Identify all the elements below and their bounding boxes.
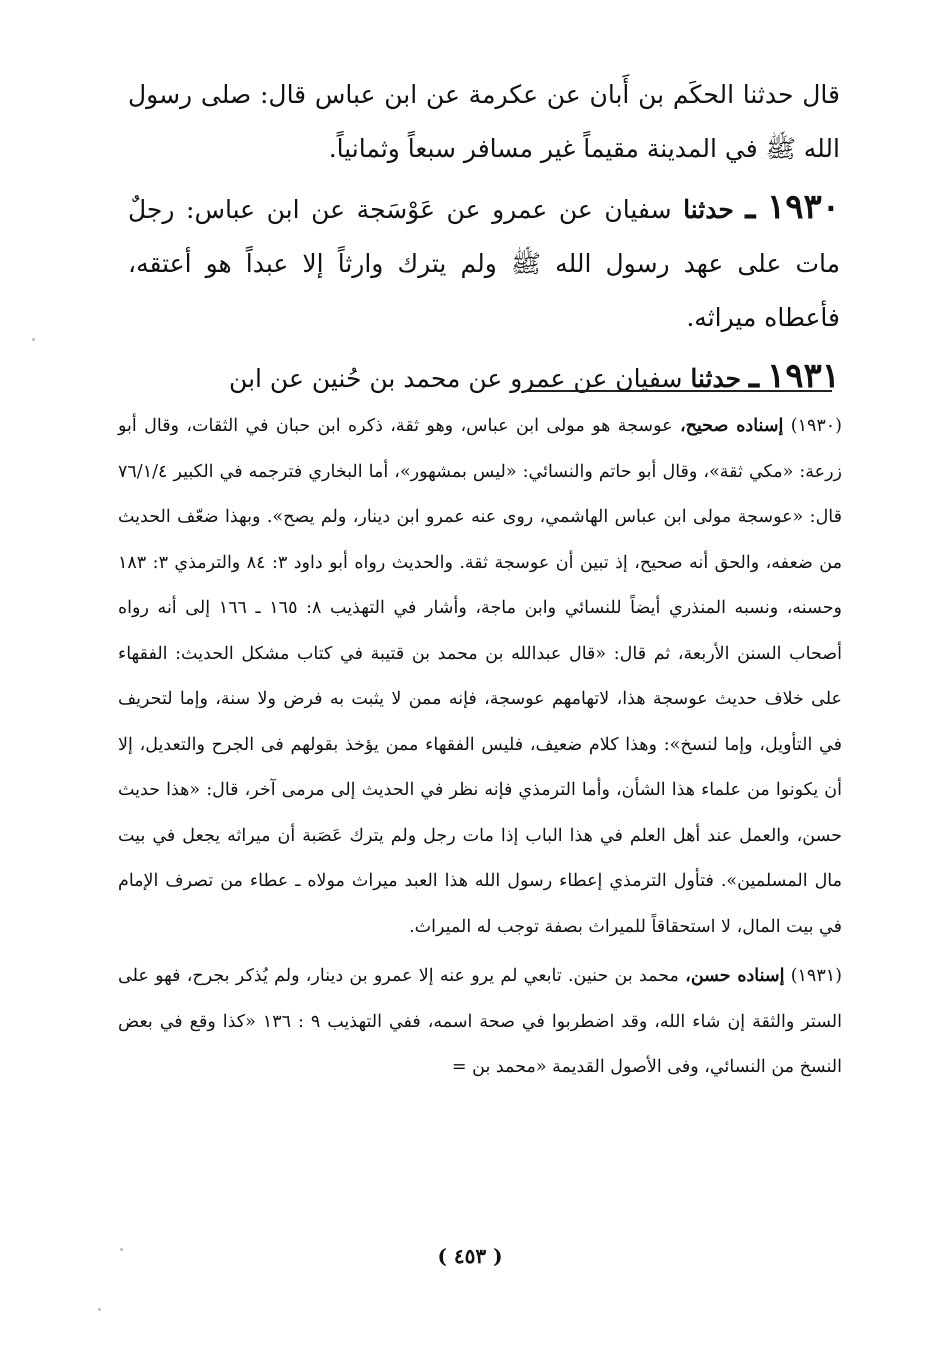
hadith-1931 <box>128 349 840 406</box>
main-text <box>128 68 840 406</box>
paragraph-continuation: قال حدثنا الحكَم بن أَبان عن عكرمة عن ابن عباس قال: صلى رسول الله ﷺ في المدينة مقيماً غير مسافر سبعاً وثمانياً. <box>128 80 840 163</box>
hadith-text: سفيان عن عمرو عن عَوْسَجة عن ابن عباس: رجلٌ مات على عهد رسول الله ﷺ ولم يترك وارثاً إلا عبداً هو أعتقه، فأعطاه ميراثه. <box>128 195 840 332</box>
page-number: ( ٤٥٣ ) <box>437 1244 503 1268</box>
footnote-text: عوسجة هو مولى ابن عباس، وهو ثقة، ذكره ابن حبان في الثقات، وقال أبو زرعة: «مكي ثقة»، وقال أبو حاتم والنسائي: «ليس بمشهور»، أما البخاري فترجمه في الكبير ٧٦/١/٤ قال: «عوسجة مولى ابن عباس الهاشمي، روى عنه عمرو ابن دينار، ولم يصح». وبهذا ضعّف الحديث من ضعفه، والحق أنه صحيح، إذ تبين أن عوسجة ثقة. والحديث رواه أبو داود ٣: ٨٤ والترمذي ٣: ١٨٣ وحسنه، ونسبه المنذري أيضاً للنسائي وابن ماجة، وأشار في التهذيب ٨: ١٦٥ ـ ١٦٦ إلى أنه رواه أصحاب السنن الأربعة، ثم قال: «قال عبدالله بن محمد بن قتيبة في كتاب مشكل الحديث: الفقهاء على خلاف حديث عوسجة هذا، لاتهامهم عوسجة، فإنه ممن لا يثبت به فرض ولا سنة، وإما لتحريف في التأويل، وإما لنسخ»: وهذا كلام ضعيف، فليس الفقهاء ممن يؤخذ بقولهم فى الجرح والتعديل، إلا أن يكونوا من علماء هذا الشأن، وأما الترمذي فإنه نظر في الحديث إلى مرمى آخر، قال: «هذا حديث حسن، والعمل عند أهل العلم في هذا الباب إذا مات رجل ولم يترك عَصَبة أن ميراثه يجعل في بيت مال المسلمين». فتأول الترمذي إعطاء رسول الله هذا العبد ميراث مولاه ـ عطاء من تصرف الإمام في بيت المال، لا استحقاقاً للميراث بصفة توجب له الميراث. <box>118 416 842 937</box>
hadith-text: سفيان عن عمرو عن محمد بن حُنين عن ابن <box>229 364 683 393</box>
hadith-number: ١٩٣١ <box>766 356 840 396</box>
hadith-number: ١٩٣٠ <box>766 187 840 227</box>
scan-speck <box>32 338 35 341</box>
scan-speck <box>98 1308 101 1311</box>
footnote-marker: (١٩٣١) <box>790 966 842 986</box>
footnotes <box>118 404 842 1091</box>
footnote-separator <box>526 390 832 392</box>
hadith-1930 <box>128 180 840 345</box>
footnote-1931 <box>118 954 842 1091</box>
hadith-dash: ـ <box>745 187 756 227</box>
hadith-keyword: حدثنا <box>690 364 742 393</box>
footnote-1930 <box>118 404 842 950</box>
hadith-dash: ـ <box>749 356 759 396</box>
footnote-marker: (١٩٣٠) <box>790 416 842 436</box>
footnote-text: محمد بن حنين. تابعي لم يرو عنه إلا عمرو بن دينار، ولم يُذكر بجرح، فهو على الستر والثقة إن شاء الله، وقد اضطربوا في صحة اسمه، ففي التهذيب ٩ : ١٣٦ «كذا وقع في بعض النسخ من النسائي، وفى الأصول القديمة «محمد بن = <box>118 966 842 1077</box>
scan-speck <box>120 1248 123 1251</box>
footnote-heading: إسناده حسن، <box>685 966 785 986</box>
hadith-keyword: حدثنا <box>683 195 734 224</box>
footnote-heading: إسناده صحيح، <box>679 416 784 436</box>
